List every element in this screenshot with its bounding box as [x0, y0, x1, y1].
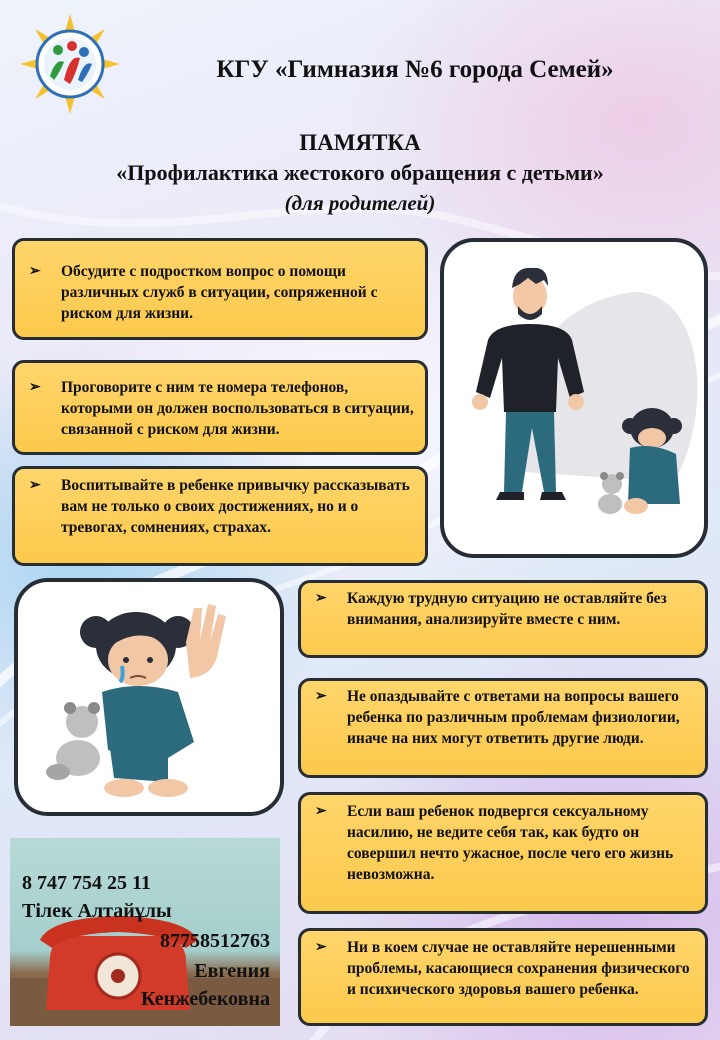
tip-card — [298, 580, 708, 658]
tip-text: Не опаздывайте с ответами на вопросы вашего ребенка по различным проблемам физиологии, иначе на них могут ответить другие люди. — [347, 688, 680, 747]
tip-card — [12, 360, 428, 455]
contact-name-2-last: Кенжебековна — [141, 988, 270, 1010]
tip-text: Обсудите с подростком вопрос о помощи различных служб в ситуации, сопряженной с риском для жизни. — [61, 263, 378, 322]
tip-card — [12, 238, 428, 340]
tip-text: Проговорите с ним те номера телефонов, которыми он должен воспользоваться в ситуации, связанной с риском для жизни. — [61, 379, 414, 438]
arrow-bullet-icon: ➢ — [29, 264, 41, 279]
arrow-bullet-icon: ➢ — [29, 380, 41, 395]
school-title: КГУ «Гимназия №6 города Семей» — [216, 56, 614, 83]
memo-title: ПАМЯТКА — [299, 130, 421, 155]
illustration-child-stop — [14, 578, 284, 816]
memo-audience: (для родителей) — [284, 191, 436, 215]
arrow-bullet-icon: ➢ — [315, 940, 327, 955]
arrow-bullet-icon: ➢ — [29, 478, 41, 493]
tip-text: Каждую трудную ситуацию не оставляйте без внимания, анализируйте вместе с ним. — [347, 590, 667, 628]
tip-card — [298, 792, 708, 914]
arrow-bullet-icon: ➢ — [315, 804, 327, 819]
contact-phone-1: 8 747 754 25 11 — [22, 872, 151, 894]
arrow-bullet-icon: ➢ — [315, 689, 327, 704]
illustration-adult-and-child — [440, 238, 708, 558]
memo-subtitle: «Профилактика жестокого обращения с детьми» — [116, 160, 604, 185]
contact-name-1: Тілек Алтайұлы — [22, 900, 172, 922]
contact-phone-2: 87758512763 — [160, 930, 270, 952]
contact-name-2-first: Евгения — [194, 960, 270, 982]
school-logo-icon — [20, 14, 120, 114]
tip-card — [12, 466, 428, 566]
crying-child-stop-icon — [18, 582, 280, 812]
memo-heading — [20, 128, 700, 218]
contact-block — [10, 838, 280, 1026]
tip-card — [298, 928, 708, 1026]
tip-text: Если ваш ребенок подвергся сексуальному насилию, не ведите себя так, как будто он совершил нечто ужасное, после чего его жизнь невозможна. — [347, 803, 674, 883]
angry-parent-illustration-icon — [444, 242, 704, 554]
tip-text: Воспитывайте в ребенке привычку рассказывать вам не только о своих достижениях, но и о тревогах, сомнениях, страхах. — [61, 477, 410, 536]
tip-text: Ни в коем случае не оставляйте нерешенными проблемы, касающиеся сохранения физического и психического здоровья вашего ребенка. — [347, 939, 690, 998]
tip-card — [298, 678, 708, 778]
arrow-bullet-icon: ➢ — [315, 591, 327, 606]
